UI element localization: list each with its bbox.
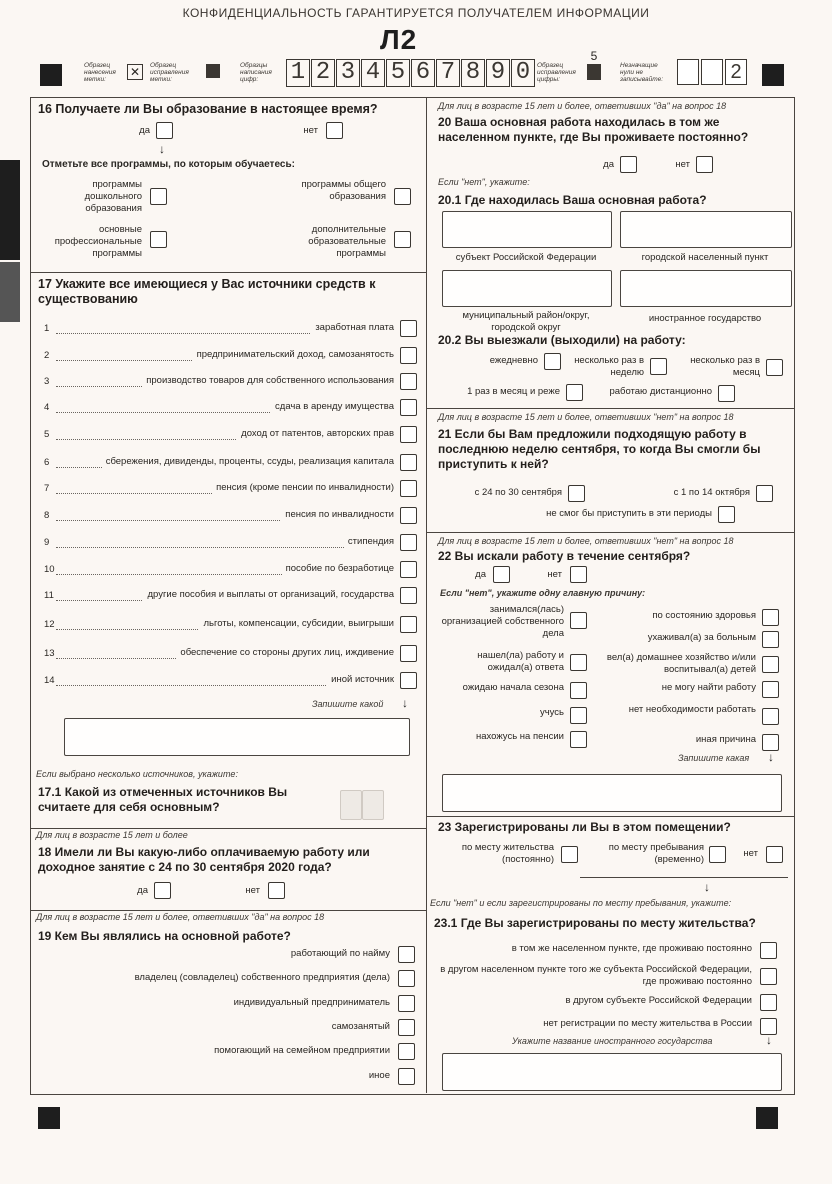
q201-title: 20.1 Где находилась Ваша основная работа?	[438, 193, 707, 207]
q17-item-checkbox[interactable]	[400, 347, 417, 364]
q171-code-box[interactable]	[340, 790, 362, 820]
q18-no-label: нет	[245, 885, 260, 896]
q21-opt1-checkbox[interactable]	[568, 485, 585, 502]
q17-item-label-text: пенсия по инвалидности	[281, 509, 394, 521]
q22-right-option-checkbox[interactable]	[762, 656, 779, 673]
divider	[426, 816, 794, 817]
q22-right-option-label: иная причина	[695, 734, 756, 745]
q22-if-no: Если "нет", укажите одну главную причину:	[440, 588, 646, 598]
q17-item-label-text: сдача в аренду имущества	[271, 401, 394, 413]
q22-write-which: Запишите какая	[678, 753, 750, 763]
q17-item-number: 6	[44, 457, 50, 468]
q231-option-label: в другом населенном пункте того же субъекта Российской Федерации, где проживаю постоянно	[440, 964, 752, 987]
q202-remote-label: работаю дистанционно	[609, 386, 712, 397]
q22-right-option-checkbox[interactable]	[762, 681, 779, 698]
q20-title: 20 Ваша основная работа находилась в том же населенном пункте, где Вы проживаете постоянно?	[438, 115, 749, 144]
q231-option-checkbox[interactable]	[760, 994, 777, 1011]
q22-right-option-checkbox[interactable]	[762, 734, 779, 751]
q201-subject-label: субъект Российской Федерации	[455, 252, 597, 263]
q17-item-number: 9	[44, 537, 50, 548]
q20-if-no: Если "нет", укажите:	[438, 177, 530, 187]
q18-no-checkbox[interactable]	[268, 882, 285, 899]
q17-item-label-text: доход от патентов, авторских прав	[237, 428, 394, 440]
q202-weekly-label: несколько раз в неделю	[574, 355, 644, 378]
q17-item-label-text: иной источник	[327, 674, 394, 686]
sample-digit: 2	[311, 59, 335, 87]
q202-rare-checkbox[interactable]	[566, 384, 583, 401]
q17-item-label-text: пособие по безработице	[282, 563, 394, 575]
q20-scope: Для лиц в возрасте 15 лет и более, ответивших "да" на вопрос 18	[438, 101, 727, 111]
q20-yes-label: да	[603, 159, 614, 170]
q17-item-label	[56, 563, 394, 575]
q23-title: 23 Зарегистрированы ли Вы в этом помещении?	[438, 820, 731, 834]
q17-item-label-text: обеспечение со стороны других лиц, иждивение	[176, 647, 394, 659]
q17-item-label-text: льготы, компенсации, субсидии, выигрыши	[199, 618, 394, 630]
q17-item-number: 4	[44, 402, 50, 413]
sample-fixdigit: 5	[585, 50, 603, 82]
q17-item-label	[56, 456, 394, 468]
down-arrow-icon: ↓	[766, 1033, 772, 1047]
q22-left-option-label: нашел(ла) работу и ожидал(а) ответа	[477, 650, 564, 673]
q202-monthly-checkbox[interactable]	[766, 359, 783, 376]
q17-write-which: Запишите какой	[312, 699, 384, 709]
q202-title: 20.2 Вы выезжали (выходили) на работу:	[438, 333, 686, 347]
q18-yes-checkbox[interactable]	[154, 882, 171, 899]
q16-yes-label: да	[139, 125, 150, 136]
q23-no-checkbox[interactable]	[766, 846, 783, 863]
q22-right-option-label: вел(а) домашнее хозяйство и/или воспитывал(а) детей	[606, 652, 756, 675]
q17-item-number: 13	[44, 648, 55, 659]
sample-mark-label: Образец нанесения метки:	[84, 62, 116, 83]
confidentiality-header: КОНФИДЕНЦИАЛЬНОСТЬ ГАРАНТИРУЕТСЯ ПОЛУЧАТЕЛЕМ ИНФОРМАЦИИ	[182, 6, 650, 20]
q19-option-label: работающий по найму	[290, 948, 390, 959]
down-arrow-icon: ↓	[159, 142, 165, 156]
sample-digit: 5	[386, 59, 410, 87]
q22-left-option-checkbox[interactable]	[570, 731, 587, 748]
q22-left-option-checkbox[interactable]	[570, 707, 587, 724]
q19-option-checkbox[interactable]	[398, 946, 415, 963]
edge-strip	[0, 160, 20, 260]
q16-additional-checkbox[interactable]	[394, 231, 411, 248]
q18-title: 18 Имели ли Вы какую-либо оплачиваемую работу или доходное занятие с 24 по 30 сентября 2020 года?	[38, 845, 370, 874]
sample-fix-label: Образец исправления метки:	[150, 62, 189, 83]
q16-vocational-checkbox[interactable]	[150, 231, 167, 248]
q201-city-label: городской населенный пункт	[641, 252, 769, 263]
q17-item-checkbox[interactable]	[400, 534, 417, 551]
q231-foreign-prompt: Укажите название иностранного государства	[512, 1036, 713, 1046]
q231-option-checkbox[interactable]	[760, 968, 777, 985]
down-arrow-icon: ↓	[402, 696, 408, 710]
q17-item-number: 2	[44, 350, 50, 361]
q22-left-option-checkbox[interactable]	[570, 654, 587, 671]
q22-right-option-checkbox[interactable]	[762, 708, 779, 725]
q22-other-reason-input[interactable]	[442, 774, 782, 812]
q22-right-option-label: нет необходимости работать	[628, 704, 756, 715]
q22-right-option-checkbox[interactable]	[762, 609, 779, 626]
q17-item-label	[56, 509, 394, 521]
zeros-box: 2	[725, 59, 747, 85]
q21-opt3-checkbox[interactable]	[718, 506, 735, 523]
divider	[426, 532, 794, 533]
q17-item-label	[56, 536, 394, 548]
q17-item-checkbox[interactable]	[400, 672, 417, 689]
q17-item-label	[56, 589, 394, 601]
q17-other-source-input[interactable]	[64, 718, 410, 756]
q202-rare-label: 1 раз в месяц и реже	[467, 386, 560, 397]
q202-daily-label: ежедневно	[489, 355, 538, 366]
q231-foreign-country-input[interactable]	[442, 1053, 782, 1091]
q201-subject-input[interactable]	[442, 211, 612, 248]
q22-scope: Для лиц в возрасте 15 лет и более, ответивших "нет" на вопрос 18	[438, 536, 734, 546]
q201-district-input[interactable]	[442, 270, 612, 307]
q17-item-checkbox[interactable]	[400, 645, 417, 662]
q17-item-label	[56, 349, 394, 361]
q19-option-label: помогающий на семейном предприятии	[214, 1045, 390, 1056]
q17-item-number: 8	[44, 510, 50, 521]
q21-opt3-label: не смог бы приступить в эти периоды	[546, 508, 712, 519]
q17-item-label-text: сбережения, дивиденды, проценты, ссуды, реализация капитала	[102, 456, 394, 468]
q17-item-label	[56, 674, 394, 686]
q17-item-label-text: пенсия (кроме пенсии по инвалидности)	[212, 482, 394, 494]
q17-item-checkbox[interactable]	[400, 587, 417, 604]
q21-title: 21 Если бы Вам предложили подходящую работу в последнюю неделю сентября, то когда Вы смогли бы приступить к ней?	[438, 427, 761, 471]
q16-no-label: нет	[303, 125, 318, 136]
q17-item-label-text: заработная плата	[311, 322, 394, 334]
q202-daily-checkbox[interactable]	[544, 353, 561, 370]
q18-yes-label: да	[137, 885, 148, 896]
q17-item-label-text: стипендия	[344, 536, 394, 548]
q17-item-checkbox[interactable]	[400, 561, 417, 578]
q21-opt2-label: с 1 по 14 октября	[673, 487, 750, 498]
divider	[426, 408, 794, 409]
q23-no-label: нет	[743, 848, 758, 859]
q202-remote-checkbox[interactable]	[718, 385, 735, 402]
q201-foreign-label: иностранное государство	[648, 313, 762, 324]
zeros-box	[701, 59, 723, 85]
corner-marker	[38, 1107, 60, 1129]
q19-scope: Для лиц в возрасте 15 лет и более, ответивших "да" на вопрос 18	[36, 912, 325, 922]
down-arrow-icon: ↓	[704, 880, 710, 894]
zeros-box	[677, 59, 699, 85]
q23-stay-checkbox[interactable]	[709, 846, 726, 863]
q17-item-number: 14	[44, 675, 55, 686]
q17-item-checkbox[interactable]	[400, 616, 417, 633]
q17-item-number: 5	[44, 429, 50, 440]
corner-marker	[756, 1107, 778, 1129]
q19-option-checkbox[interactable]	[398, 1068, 415, 1085]
q16-no-checkbox[interactable]	[326, 122, 343, 139]
q23-stay-label: по месту пребывания (временно)	[608, 842, 704, 865]
q22-right-option-label: ухаживал(а) за больным	[647, 632, 756, 643]
q19-option-checkbox[interactable]	[398, 1019, 415, 1036]
q22-right-option-label: не могу найти работу	[661, 682, 756, 693]
q16-general-label: программы общего образования	[301, 179, 386, 202]
q17-title: 17 Укажите все имеющиеся у Вас источники средств к существованию	[38, 277, 376, 306]
q17-item-checkbox[interactable]	[400, 480, 417, 497]
q17-item-label-text: другие пособия и выплаты от организаций, государства	[143, 589, 394, 601]
sample-fix-icon	[206, 64, 220, 78]
q17-item-checkbox[interactable]	[400, 507, 417, 524]
column-divider	[426, 97, 427, 1093]
q21-opt1-label: с 24 по 30 сентября	[474, 487, 562, 498]
q22-left-option-checkbox[interactable]	[570, 612, 587, 629]
q171-code-box[interactable]	[362, 790, 384, 820]
sample-digit: 0	[511, 59, 535, 87]
q22-left-option-label: учусь	[539, 707, 564, 718]
edge-strip	[0, 262, 20, 322]
q17-item-label	[56, 482, 394, 494]
q16-title: 16 Получаете ли Вы образование в настоящее время?	[38, 102, 378, 116]
q17-item-number: 7	[44, 483, 50, 494]
divider	[30, 828, 426, 829]
q22-yes-label: да	[475, 569, 486, 580]
sample-digits	[286, 59, 536, 87]
divider	[30, 910, 426, 911]
q19-title: 19 Кем Вы являлись на основной работе?	[38, 929, 291, 943]
q21-scope: Для лиц в возрасте 15 лет и более, ответивших "нет" на вопрос 18	[438, 412, 734, 422]
q16-additional-label: дополнительные образовательные программы	[308, 224, 386, 259]
q22-title: 22 Вы искали работу в течение сентября?	[438, 549, 691, 563]
q19-option-label: самозанятый	[331, 1021, 390, 1032]
q20-no-label: нет	[675, 159, 690, 170]
corner-marker	[762, 64, 784, 86]
q17-item-label	[56, 375, 394, 387]
q171-title: 17.1 Какой из отмеченных источников Вы считаете для себя основным?	[38, 785, 288, 814]
q17-item-label	[56, 401, 394, 413]
q202-weekly-checkbox[interactable]	[650, 358, 667, 375]
divider	[30, 272, 426, 273]
q19-option-checkbox[interactable]	[398, 995, 415, 1012]
q20-no-checkbox[interactable]	[696, 156, 713, 173]
q201-foreign-input[interactable]	[620, 270, 792, 307]
q23-residence-checkbox[interactable]	[561, 846, 578, 863]
q231-title: 23.1 Где Вы зарегистрированы по месту жительства?	[434, 916, 756, 930]
q21-opt2-checkbox[interactable]	[756, 485, 773, 502]
q19-option-checkbox[interactable]	[398, 1043, 415, 1060]
q17-item-label-text: предпринимательский доход, самозанятость	[193, 349, 394, 361]
sample-digit: 1	[286, 59, 310, 87]
q23-underline	[580, 877, 788, 878]
sample-digit: 9	[486, 59, 510, 87]
q17-item-number: 12	[44, 619, 55, 630]
q16-programs-prompt: Отметьте все программы, по которым обучаетесь:	[42, 159, 295, 170]
q16-preschool-checkbox[interactable]	[150, 188, 167, 205]
q231-option-label: в том же населенном пункте, где проживаю постоянно	[511, 943, 752, 954]
q17-item-checkbox[interactable]	[400, 426, 417, 443]
q231-option-checkbox[interactable]	[760, 942, 777, 959]
q231-option-label: в другом субъекте Российской Федерации	[565, 995, 752, 1006]
q201-city-input[interactable]	[620, 211, 792, 248]
q22-right-option-checkbox[interactable]	[762, 631, 779, 648]
q17-item-checkbox[interactable]	[400, 454, 417, 471]
q22-left-option-label: занимался(лась) организацией собственного дела	[441, 604, 564, 639]
q22-left-option-checkbox[interactable]	[570, 682, 587, 699]
q22-no-checkbox[interactable]	[570, 566, 587, 583]
q16-preschool-label: программы дошкольного образования	[84, 179, 142, 214]
down-arrow-icon: ↓	[768, 750, 774, 764]
q22-left-option-label: нахожусь на пенсии	[475, 731, 564, 742]
q231-option-label: нет регистрации по месту жительства в России	[543, 1018, 752, 1029]
q16-vocational-label: основные профессиональные программы	[54, 224, 142, 259]
sample-digits-label: Образцы написания цифр:	[240, 62, 272, 83]
q17-item-label	[56, 647, 394, 659]
q17-item-label-text: производство товаров для собственного использования	[142, 375, 394, 387]
q23-if-no: Если "нет" и если зарегистрированы по месту пребывания, укажите:	[430, 898, 732, 908]
sample-digit: 4	[361, 59, 385, 87]
q19-option-label: владелец (совладелец) собственного предприятия (дела)	[134, 972, 390, 983]
sample-digit: 6	[411, 59, 435, 87]
q22-right-option-label: по состоянию здоровья	[652, 610, 756, 621]
sample-fixdigit-label: Образец исправления цифры:	[537, 62, 576, 83]
q19-option-checkbox[interactable]	[398, 970, 415, 987]
sample-mark-icon: ✕	[127, 64, 143, 80]
sample-digit: 7	[436, 59, 460, 87]
q17-item-checkbox[interactable]	[400, 320, 417, 337]
sample-digit: 3	[336, 59, 360, 87]
sample-digit: 8	[461, 59, 485, 87]
q17-item-checkbox[interactable]	[400, 399, 417, 416]
q17-item-label	[56, 618, 394, 630]
form-code: Л2	[380, 24, 418, 55]
zeros-label: Незначащие нули не записывайте:	[620, 62, 664, 83]
q202-monthly-label: несколько раз в месяц	[690, 355, 760, 378]
q17-item-number: 3	[44, 376, 50, 387]
q22-no-label: нет	[547, 569, 562, 580]
q17-item-number: 10	[44, 564, 55, 575]
q17-if-several: Если выбрано несколько источников, укажите:	[36, 769, 238, 779]
q17-item-checkbox[interactable]	[400, 373, 417, 390]
q22-yes-checkbox[interactable]	[493, 566, 510, 583]
q16-yes-checkbox[interactable]	[156, 122, 173, 139]
q19-option-label: иное	[368, 1070, 390, 1081]
q201-district-label: муниципальный район/округ, городской округ	[462, 310, 590, 333]
q17-item-label	[56, 322, 394, 334]
q20-yes-checkbox[interactable]	[620, 156, 637, 173]
q22-left-option-label: ожидаю начала сезона	[462, 682, 564, 693]
q18-scope: Для лиц в возрасте 15 лет и более	[36, 830, 188, 840]
q17-item-label	[56, 428, 394, 440]
q16-general-checkbox[interactable]	[394, 188, 411, 205]
q19-option-label: индивидуальный предприниматель	[233, 997, 390, 1008]
corner-marker	[40, 64, 62, 86]
q23-residence-label: по месту жительства (постоянно)	[461, 842, 554, 865]
q17-item-number: 1	[44, 323, 50, 334]
q17-item-number: 11	[44, 590, 54, 601]
